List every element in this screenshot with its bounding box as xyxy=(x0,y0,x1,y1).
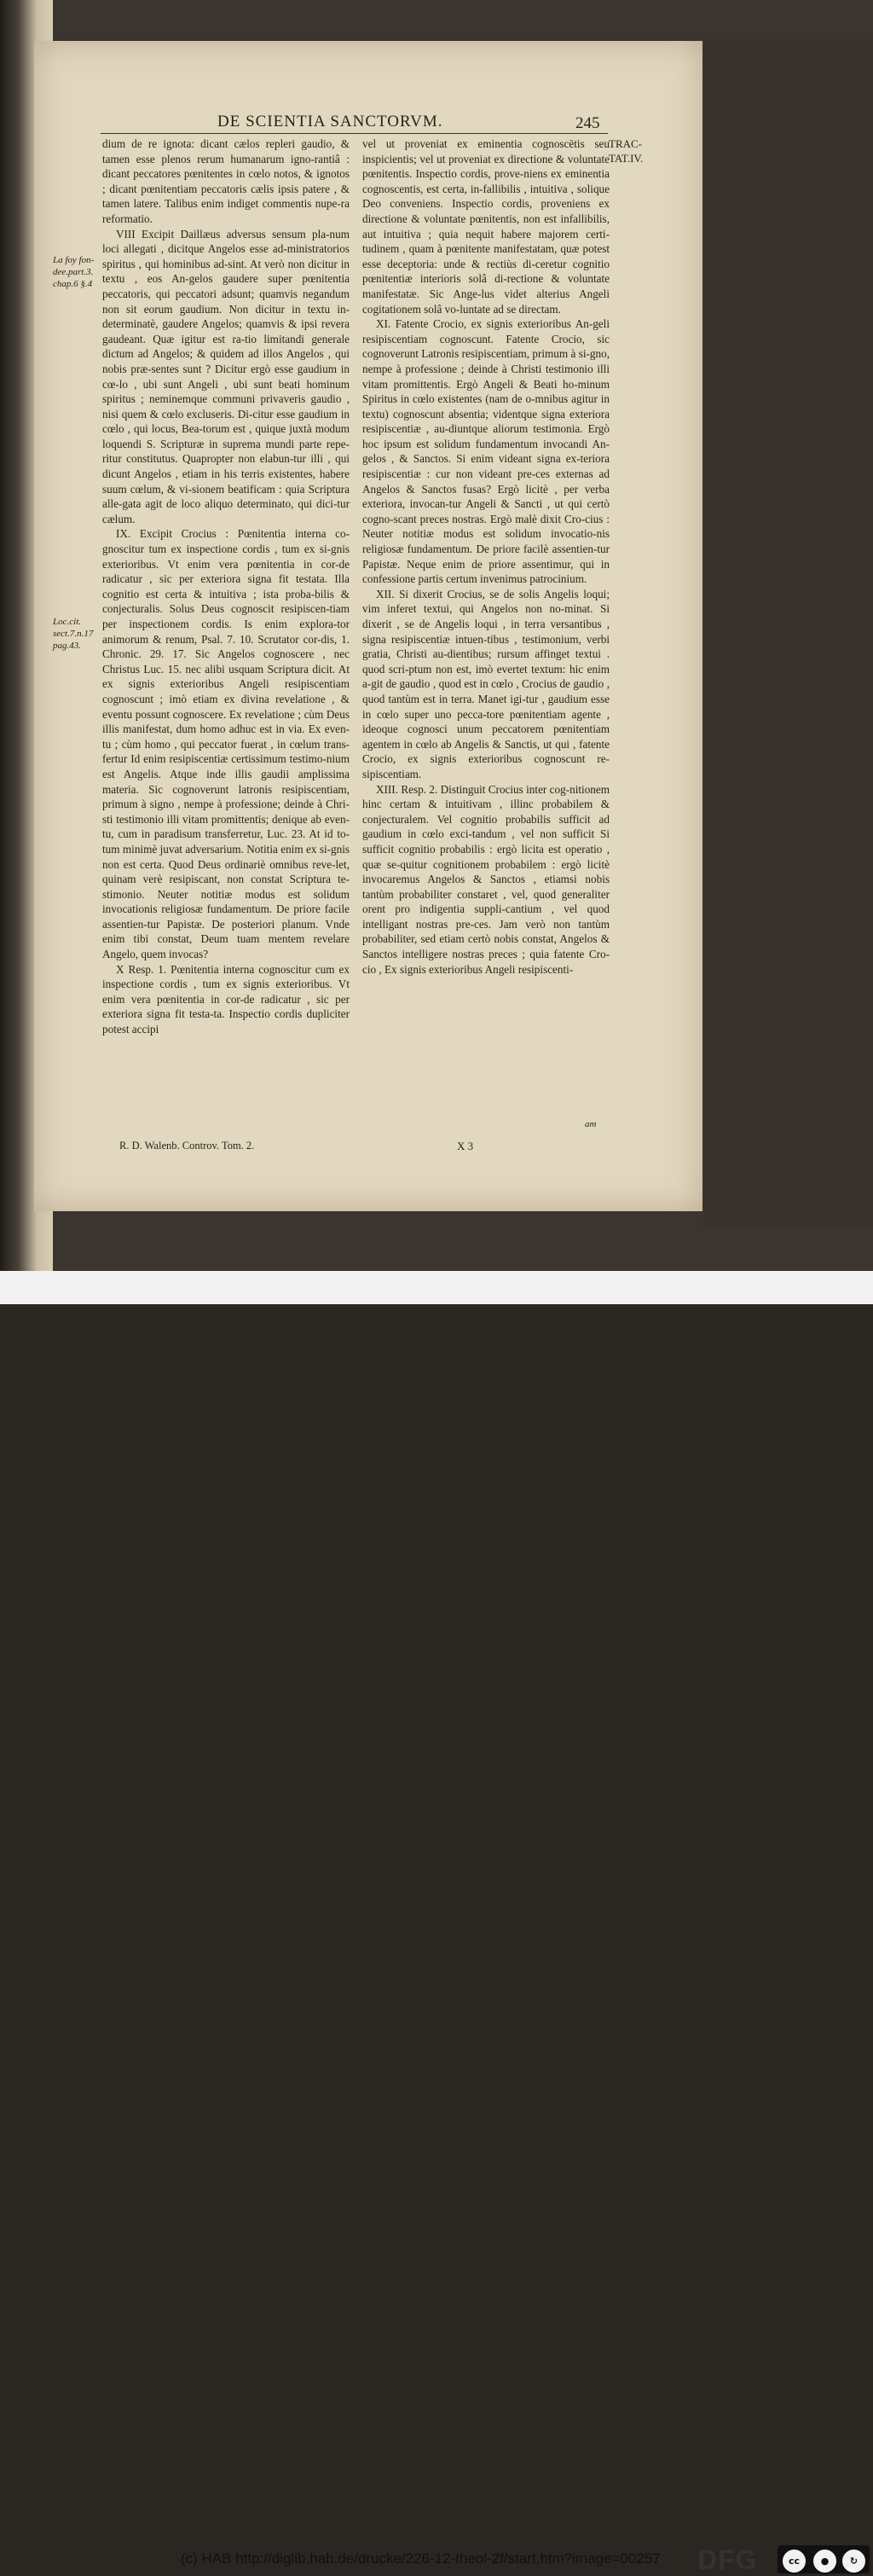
tractatus-line: TAT.IV. xyxy=(609,152,644,165)
margin-note xyxy=(53,616,93,652)
header-rule xyxy=(101,133,608,134)
paragraph: XIII. Resp. 2. Distinguit Crocius inter cog-nitionem hinc certam & intuitivam , illinc probabilem & conjecturalem. Vel cognitio probabilis sufficit ad gaudium in cœlo exci-tandum , vel non sufficit Si sufficit cognitio probabilis : ergò licita est operatio , quæ se-quitur cognitionem probabilem : ergò licitè invocaremus Angelos & Sanctos , etiamsi nobis tantùm probabiliter constaret , vel, quod generaliter orent pro indigentia suppli-cantium , vel quod intelligant nostras pre-ces. Jam verò non tantùm probabiliter, sed etiam certò nobis constat, Angelos & Sanctos intelligere nostras preces ; quia fatente Cro-cio , Ex signis exterioribus Angeli resipiscenti- xyxy=(362,782,610,976)
margin-note-line: chap.6 §.4 xyxy=(53,279,93,289)
dfg-logo[interactable]: DFG xyxy=(697,2544,758,2575)
margin-note-line: Loc.cit. xyxy=(53,617,81,627)
signature-line: R. D. Walenb. Controv. Tom. 2. xyxy=(119,1140,255,1152)
margin-note-line: La foy fon- xyxy=(53,255,95,265)
footer-bar xyxy=(0,1271,873,2575)
person-icon: ● xyxy=(812,2548,838,2574)
margin-note-line: sect.7.n.17 xyxy=(53,629,94,639)
paragraph: X Resp. 1. Pœnitentia interna cognoscitur cum ex inspectione cordis , tum ex signis exterioribus. Vt enim vera pœnitentia in cor-de radicatur , sic per exteriora signa fit testa-ta. Inspectio cordis dupliciter potest accipi xyxy=(102,962,350,1036)
signature-mark: X 3 xyxy=(457,1140,474,1152)
margin-note-line: pag.43. xyxy=(53,641,81,651)
paragraph: vel ut proveniat ex eminentia cognoscētis seu inspicientis; vel ut proveniat ex directione & voluntate pœnitentis. Inspectio cordis, prove-niens ex eminentia cognoscentis, est certa, in-fallibilis , intuitiva , solique Deo conveniens. Inspectio cordis, proveniens ex directione & voluntate pœnitentis, non est infallibilis, aut intuitiva ; quia nequit habere majorem certi-tudinem , quam à pœnitente manifestatam, quæ potest esse deceptoria: unde & rectiùs di-ceretur cognitio pœnitentiæ interioris solâ di-rectione & voluntate manifestatæ. Sic Ange-lus videt alterius Angeli cogitationem solâ vo-luntate ad se directam. xyxy=(362,137,610,316)
paragraph: dium de re ignota: dicant cælos repleri gaudio, & tamen esse plenos rerum humanarum igno-rantiâ : dicant peccatores pœnitentes in cœlo notos, & ignotos ; dicant pœnitentiam peccatoris cælis ipsis patere , & tamen latere. Talibus enim indiget commentis nupe-ra reformatio. xyxy=(102,137,350,225)
tractatus-line: TRAC- xyxy=(609,137,642,150)
paragraph: VIII Excipit Daillæus adversus sensum pla-num loci allegati , dicitque Angelos esse ad-ministratorios spiritus , qui hominibus ad-sint. At verò non dicitur in textu , eos An-gelos gaudere super pœnitentia peccatoris, qui peccatori adsunt; quamvis negandum non sit eorum gaudium. Non dicitur in textu in-determinatè, gaudere Angelos; quamvis & ipsi revera gaudeant. Quæ igitur est ra-tio limitandi generale dictum ad Angelos; & quidem ad illos Angelos , qui nobis præ-sentes sunt ? Dicitur ergò esse gaudium in cœ-lo , ubi sunt Angeli , ubi sunt beati hominum spiritus ; neminemque communi privaveris gaudio , nisi quem & cœlo excluseris. Di-citur esse gaudium in cœlo , qui locus, Bea-torum est , quique juxtà modum loquendi S. Scripturæ in suprema mundi parte repe-ritur constitutus. Quapropter non elabun-tur illi , qui dicunt Angelos , etiam in his terris existentes, habere suum cœlum, & vi-sionem beatificam : quia Scriptura alle-gata agit de loco aliquo determinato, qui dici-tur cælum. xyxy=(102,227,350,525)
license-label: SA xyxy=(847,2566,856,2573)
folio-number: 245 xyxy=(575,114,600,132)
margin-note-line: dee.part.3. xyxy=(53,267,94,277)
background-edge xyxy=(702,34,873,1228)
paragraph: IX. Excipit Crocius : Pœnitentia interna co-gnoscitur tum ex inspectione cordis , tum ex si-gnis exterioribus. Vt enim vera pœnitentia in cor-de radicatur , sic per exteriora signa fit testata. Illa cognitio est certa & intuitiva ; ista proba-bilis & conjecturalis. Solus Deus cognoscit resipiscen-tiam per inspectionem cordis. Is enim explora-tor animorum & renum, Psal. 7. 10. Scrutator cor-dis, 1. Chronic. 29. 17. Sic Angelos cognoscere , nec Christus Luc. 15. nec alibi usquam Scriptura dicit. At ex signis exterioribus Angeli resipiscentiam cognoscunt ; imò etiam ex divina revelatione , & eventu possunt cognoscere. Ex revelatione ; cùm Deus illis manifestat, dum homo adhuc est in via. Ex even-tu ; cùm homo , qui peccator fuerat , in cœlum trans-fertur Id enim resipiscentiæ certissimum testimo-nium est Angelis. Atque inde illis gaudii amplissima materia. Sic cognoverunt latronis resipiscentiam, primum à signo , nempe à professione; deinde à Chri-sti testimonio illi vitam promittentis; denique ab even-tu, cum in paradisum transferretur, Luc. 23. At id to-tum minimè juvat adversarium. Notitia enim ex si-gnis non est certa. Quod Deus ordinariè omnibus reve-let, quinam verè resipiscant, non constat Scriptura te-stimonio. Neuter notitiæ modus est solidum invocationis religiosæ fundamentum. De priore facile assentien-tur Papistæ. De posteriori planum. Vnde enim tibi constat, Deum tuam mentem revelare Angelo, quem invocas? xyxy=(102,527,350,961)
catchword: am xyxy=(585,1119,597,1129)
tractatus-label xyxy=(609,136,643,165)
margin-note xyxy=(53,254,94,290)
cc-icon: cc xyxy=(781,2548,807,2574)
share-alike-icon: ↻ xyxy=(841,2548,867,2574)
license-badge[interactable] xyxy=(778,2545,870,2573)
paragraph: XII. Si dixerit Crocius, se de solis Angelis loqui; vim inferet textui, qui Angelos non no-minat. Si dixerit , se de Angelis loqui , in terra versantibus , signa resipiscentiæ intuen-tibus , testimonium, verbi gratia, Christi au-dientibus; rursum affinget textui . quod scri-ptum non est, imò evertet textum: hic enim a-git de gaudio , quod est in cœlo , Crocius de gaudio , quod tantùm est in terra. Manet igi-tur , gaudium esse in cœlo super uno pecca-tore pœnitentiam agente , ideoque cognosci unum peccatorem pœnitentiam agentem in cœlo ab Angelis & Sanctis, ut qui , fatente Crocio, ex signis exterioribus cognoscunt re-sipiscentiam. xyxy=(362,587,610,780)
right-column xyxy=(362,136,610,977)
scanned-page-view xyxy=(0,0,873,1271)
license-label: BY xyxy=(818,2566,826,2573)
left-column xyxy=(102,136,350,1037)
source-link[interactable]: (c) HAB http://diglib.hab.de/drucke/226-12-theol-2f/start.htm?image=00257 xyxy=(181,2550,661,2567)
paragraph: XI. Fatente Crocio, ex signis exterioribus An-geli resipiscentiam cognoscunt. Fatente Crocio, sic cognoverunt Latronis resipiscentiam, primum à si-gno, nempe à professione ; deinde à Christi testimonio illi vitam promittentis. Ergò Angeli & Beati ho-minum Spiritus in cœlo existentes (nam de o-mnibus agitur in textu) cognoscunt absentia; videntque signa exteriora resipiscentiæ , au-diuntque aliorum testimonia. Ergò hoc ipsum est solidum fundamentum invocandi An-gelos , & Sanctos. Si enim videant signa ex-teriora resipiscentiæ : cur non videant pre-ces externas ad Angelos & Sanctos fusas? Ergò licitè , per verba exteriora, invocan-tur Angeli & Sancti , ut qui certò cogno-scant preces nostras. Ergò malè dixit Cro-cius : Neuter notitiæ modus est solidum invocatio-nis religiosæ fundamentum. De priore facilè assentien-tur Papistæ. Neque enim de priore assentimur, qui in confessione partis certum invenimus patrocinium. xyxy=(362,317,610,586)
running-head: DE SCIENTIA SANCTORVM. xyxy=(217,113,443,131)
